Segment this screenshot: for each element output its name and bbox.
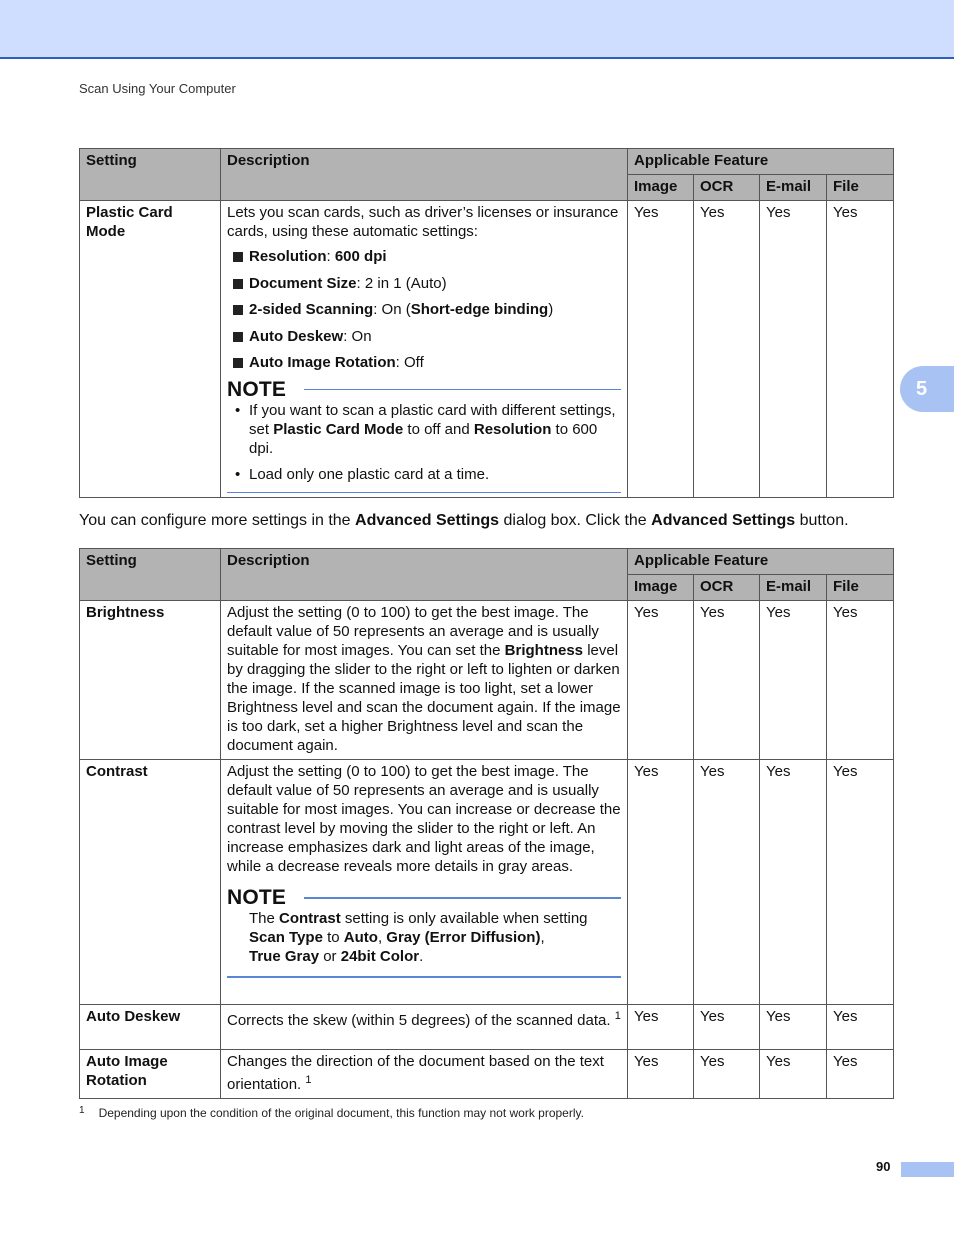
header-file: File: [827, 175, 894, 201]
applicable-file: Yes: [827, 760, 894, 1005]
note-divider: [304, 389, 621, 390]
applicable-file: Yes: [827, 601, 894, 760]
applicable-file: Yes: [827, 1050, 894, 1099]
applicable-ocr: Yes: [694, 1050, 760, 1099]
setting-auto-deskew: Auto Deskew: [80, 1005, 221, 1050]
list-item: Auto Deskew: On: [227, 327, 621, 346]
applicable-ocr: Yes: [694, 1005, 760, 1050]
plastic-card-table: [79, 148, 894, 498]
top-header-band: [0, 0, 954, 59]
footnote-mark: 1: [79, 1105, 85, 1116]
applicable-image: Yes: [628, 1005, 694, 1050]
header-description: Description: [221, 549, 628, 601]
page-number-band: [901, 1162, 954, 1177]
table-row: [80, 1005, 894, 1050]
list-item: Auto Image Rotation: Off: [227, 353, 621, 372]
list-item: Document Size: 2 in 1 (Auto): [227, 274, 621, 293]
note-divider: [304, 897, 621, 899]
square-bullet-icon: [233, 332, 243, 342]
header-ocr: OCR: [694, 575, 760, 601]
square-bullet-icon: [233, 358, 243, 368]
plastic-card-intro: Lets you scan cards, such as driver’s licenses or insurance cards, using these automatic settings:: [227, 204, 619, 240]
note-box: [227, 377, 621, 493]
applicable-image: Yes: [628, 1050, 694, 1099]
header-image: Image: [628, 575, 694, 601]
applicable-file: Yes: [827, 201, 894, 498]
bullet-dot-icon: •: [235, 401, 241, 419]
footnote-text: Depending upon the condition of the original document, this function may not work properly.: [98, 1106, 584, 1120]
description-plastic-card-mode: [221, 201, 628, 498]
running-head: Scan Using Your Computer: [79, 81, 236, 96]
applicable-ocr: Yes: [694, 201, 760, 498]
header-setting: Setting: [80, 549, 221, 601]
table-row: [80, 760, 894, 1005]
advanced-settings-intro: You can configure more settings in the Advanced Settings dialog box. Click the Advanced Settings button.: [79, 512, 849, 529]
header-ocr: OCR: [694, 175, 760, 201]
list-item: 2-sided Scanning: On (Short-edge binding): [227, 300, 621, 319]
header-email: E-mail: [760, 175, 827, 201]
list-item: • If you want to scan a plastic card with different settings, set Plastic Card Mode to off and Resolution to 600 dpi.: [235, 401, 616, 457]
header-description: Description: [221, 149, 628, 201]
square-bullet-icon: [233, 252, 243, 262]
automatic-settings-list: [227, 247, 621, 372]
list-item: Resolution: 600 dpi: [227, 247, 621, 266]
note-title: NOTE: [227, 886, 287, 909]
description-contrast: Adjust the setting (0 to 100) to get the best image. The default value of 50 represents an average and is usually suitable for most images. You can increase or decrease the contrast level by moving the slider to the right or left. An increase emphasizes dark and light areas of the image, while a decrease reveals more details in gray areas. NOTE The Contrast setting is only available when setting Scan Type to Auto, Gray (Error Diffusion), True Gray or 24bit Color.: [221, 760, 628, 1005]
header-applicable-feature: Applicable Feature: [628, 149, 894, 175]
footnote-ref: 1: [614, 1010, 621, 1022]
footnote: [79, 1106, 584, 1120]
description-auto-image-rotation: Changes the direction of the document based on the text orientation. $^1$: [221, 1050, 628, 1099]
header-email: E-mail: [760, 575, 827, 601]
advanced-settings-table: [79, 548, 894, 1099]
applicable-file: Yes: [827, 1005, 894, 1050]
applicable-ocr: Yes: [694, 601, 760, 760]
note-divider: [227, 492, 621, 493]
bullet-dot-icon: •: [235, 465, 241, 483]
note-title: NOTE: [227, 377, 287, 401]
list-item: • Load only one plastic card at a time.: [235, 465, 490, 483]
applicable-image: Yes: [628, 201, 694, 498]
setting-auto-image-rotation: Auto Image Rotation: [80, 1050, 221, 1099]
table-row: [80, 1050, 894, 1099]
applicable-email: Yes: [760, 201, 827, 498]
setting-brightness: Brightness: [80, 601, 221, 760]
header-image: Image: [628, 175, 694, 201]
setting-contrast: Contrast: [80, 760, 221, 1005]
chapter-tab: 5: [900, 366, 954, 412]
contrast-note-text: The Contrast setting is only available when setting Scan Type to Auto, Gray (Error Diffusion), True Gray or 24bit Color.: [249, 910, 588, 965]
note-box: [227, 888, 621, 978]
table-row: [80, 201, 894, 498]
applicable-image: Yes: [628, 760, 694, 1005]
applicable-email: Yes: [760, 601, 827, 760]
note-divider: [227, 976, 621, 978]
note-list: [227, 401, 621, 484]
applicable-image: Yes: [628, 601, 694, 760]
description-brightness: Adjust the setting (0 to 100) to get the best image. The default value of 50 represents an average and is usually suitable for most images. You can set the Brightness level by dragging the slider to the right or left to lighten or darken the image. If the scanned image is too light, set a lower Brightness level and scan the document again. If the image is too dark, set a higher Brightness level and scan the document again.: [221, 601, 628, 760]
square-bullet-icon: [233, 279, 243, 289]
square-bullet-icon: [233, 305, 243, 315]
description-auto-deskew: Corrects the skew (within 5 degrees) of the scanned data. $^1$: [221, 1005, 628, 1050]
applicable-ocr: Yes: [694, 760, 760, 1005]
table-row: [80, 601, 894, 760]
applicable-email: Yes: [760, 760, 827, 1005]
header-setting: Setting: [80, 149, 221, 201]
header-file: File: [827, 575, 894, 601]
applicable-email: Yes: [760, 1005, 827, 1050]
setting-plastic-card-mode: Plastic Card Mode: [80, 201, 221, 498]
page-number: 90: [876, 1159, 891, 1174]
applicable-email: Yes: [760, 1050, 827, 1099]
header-applicable-feature: Applicable Feature: [628, 549, 894, 575]
footnote-ref: 1: [305, 1074, 312, 1086]
